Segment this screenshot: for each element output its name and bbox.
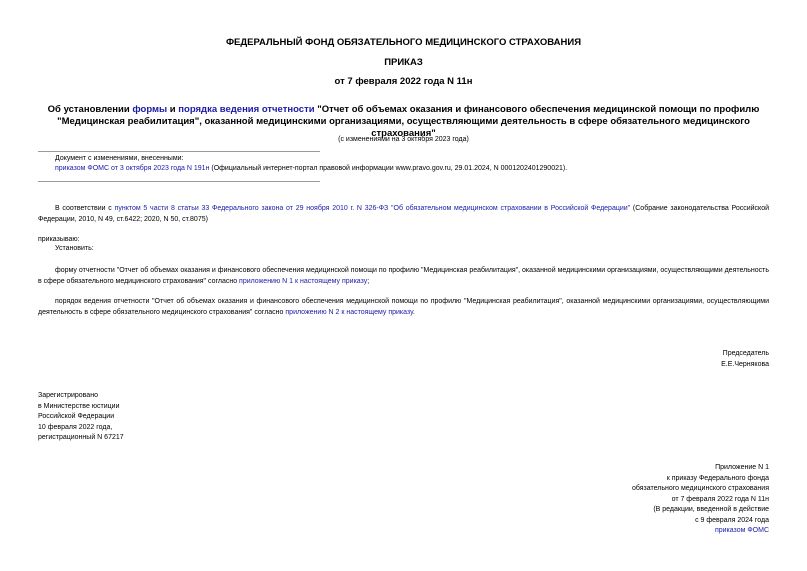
appendix-fomc-link[interactable]: приказом ФОМС <box>714 527 769 534</box>
registration-line-3: Российской Федерации <box>38 413 115 420</box>
signature-block <box>500 349 769 370</box>
changes-line <box>55 164 769 175</box>
order-item-2 <box>38 297 769 318</box>
basis-paragraph <box>38 204 769 225</box>
doc-type-heading: ПРИКАЗ <box>384 57 423 68</box>
appendix-1-link[interactable]: приложению N 1 к настоящему приказу <box>239 277 368 285</box>
registration-block <box>38 391 338 444</box>
federal-law-link[interactable]: пунктом 5 части 8 статьи 33 Федерального закона от 29 ноября 2010 г. N 326-ФЗ "Об обязательном медицинском страховании в Российской Федерации" <box>114 205 631 212</box>
appendix-line-4: от 7 февраля 2022 года N 11н <box>671 495 769 503</box>
appendix-line-1: Приложение N 1 <box>715 464 769 471</box>
order-item-1 <box>38 266 769 287</box>
appendix-line-5: (В редакции, введенной в действие <box>653 506 769 513</box>
establish-text: Установить: <box>55 245 94 252</box>
registration-line-1: Зарегистрировано <box>38 392 98 399</box>
registration-line-4: 10 февраля 2022 года, <box>38 423 113 431</box>
signature-name: Е.Е.Чернякова <box>721 360 769 368</box>
item1-end: ; <box>367 277 370 285</box>
appendix-line-3: обязательного медицинского страхования <box>631 485 769 492</box>
organization-heading: ФЕДЕРАЛЬНЫЙ ФОНД ОБЯЗАТЕЛЬНОГО МЕДИЦИНСКОГО СТРАХОВАНИЯ <box>225 37 582 48</box>
change-order-link[interactable]: приказом ФОМС от 3 октября 2023 года N 191н <box>55 165 210 172</box>
basis-p2: (Собрание законодательства Российской Федерации, 2010, N 49, ст.6422; 2020, N 50, ст.8075) <box>38 205 770 223</box>
amended-note: (с изменениями на 3 октября 2023 года) <box>338 136 469 143</box>
title-prefix: Об установлении <box>47 104 133 115</box>
registration-line-5: регистрационный N 67217 <box>38 434 124 441</box>
item2-text: порядок ведения отчетности "Отчет об объемах оказания и финансового обеспечения медицинской помощи по профилю "Медицинская реабилитация", оказанной медицинскими организациями, осуществляющими деятельность в сфере обязательного медицинского страхования" согласно <box>38 298 769 316</box>
forms-link[interactable]: формы <box>132 104 168 115</box>
basis-p1: В соответствии с <box>55 205 115 212</box>
order-link[interactable]: порядка ведения отчетности <box>178 104 315 115</box>
title-and: и <box>167 104 179 115</box>
date-heading: от 7 февраля 2022 года N 11н <box>334 76 473 87</box>
appendix-line-6: с 9 февраля 2024 года <box>695 516 769 524</box>
appendix-block <box>500 463 769 537</box>
appendix-2-link[interactable]: приложению N 2 к настоящему приказу <box>285 308 413 316</box>
item1-text: форму отчетности "Отчет об объемах оказания и финансового обеспечения медицинской помощи по профилю "Медицинская реабилитация", оказанной медицинскими организациями, осуществляющими деятельность в сфере обязательного медицинского страхования" согласно <box>38 267 769 285</box>
signature-position: Председатель <box>722 350 769 357</box>
changes-tail: (Официальный интернет-портал правовой информации www.pravo.gov.ru, 29.01.2024, N 0001202401290021). <box>209 165 568 172</box>
appendix-line-2: к приказу Федерального фонда <box>666 474 769 482</box>
divider-bottom <box>38 181 320 182</box>
changes-label: Документ с изменениями, внесенными: <box>55 155 184 162</box>
divider-top <box>38 151 320 152</box>
title-rest: "Отчет об объемах оказания и финансового обеспечения медицинской помощи по профилю "Медицинская реабилитация", оказанной медицинскими организациями, осуществляющими деятельность в сфере обязательного медицинского страхования" <box>57 104 760 139</box>
command-text: приказываю: <box>38 236 80 243</box>
registration-line-2: в Министерстве юстиции <box>38 402 120 410</box>
item2-end: . <box>412 308 415 316</box>
